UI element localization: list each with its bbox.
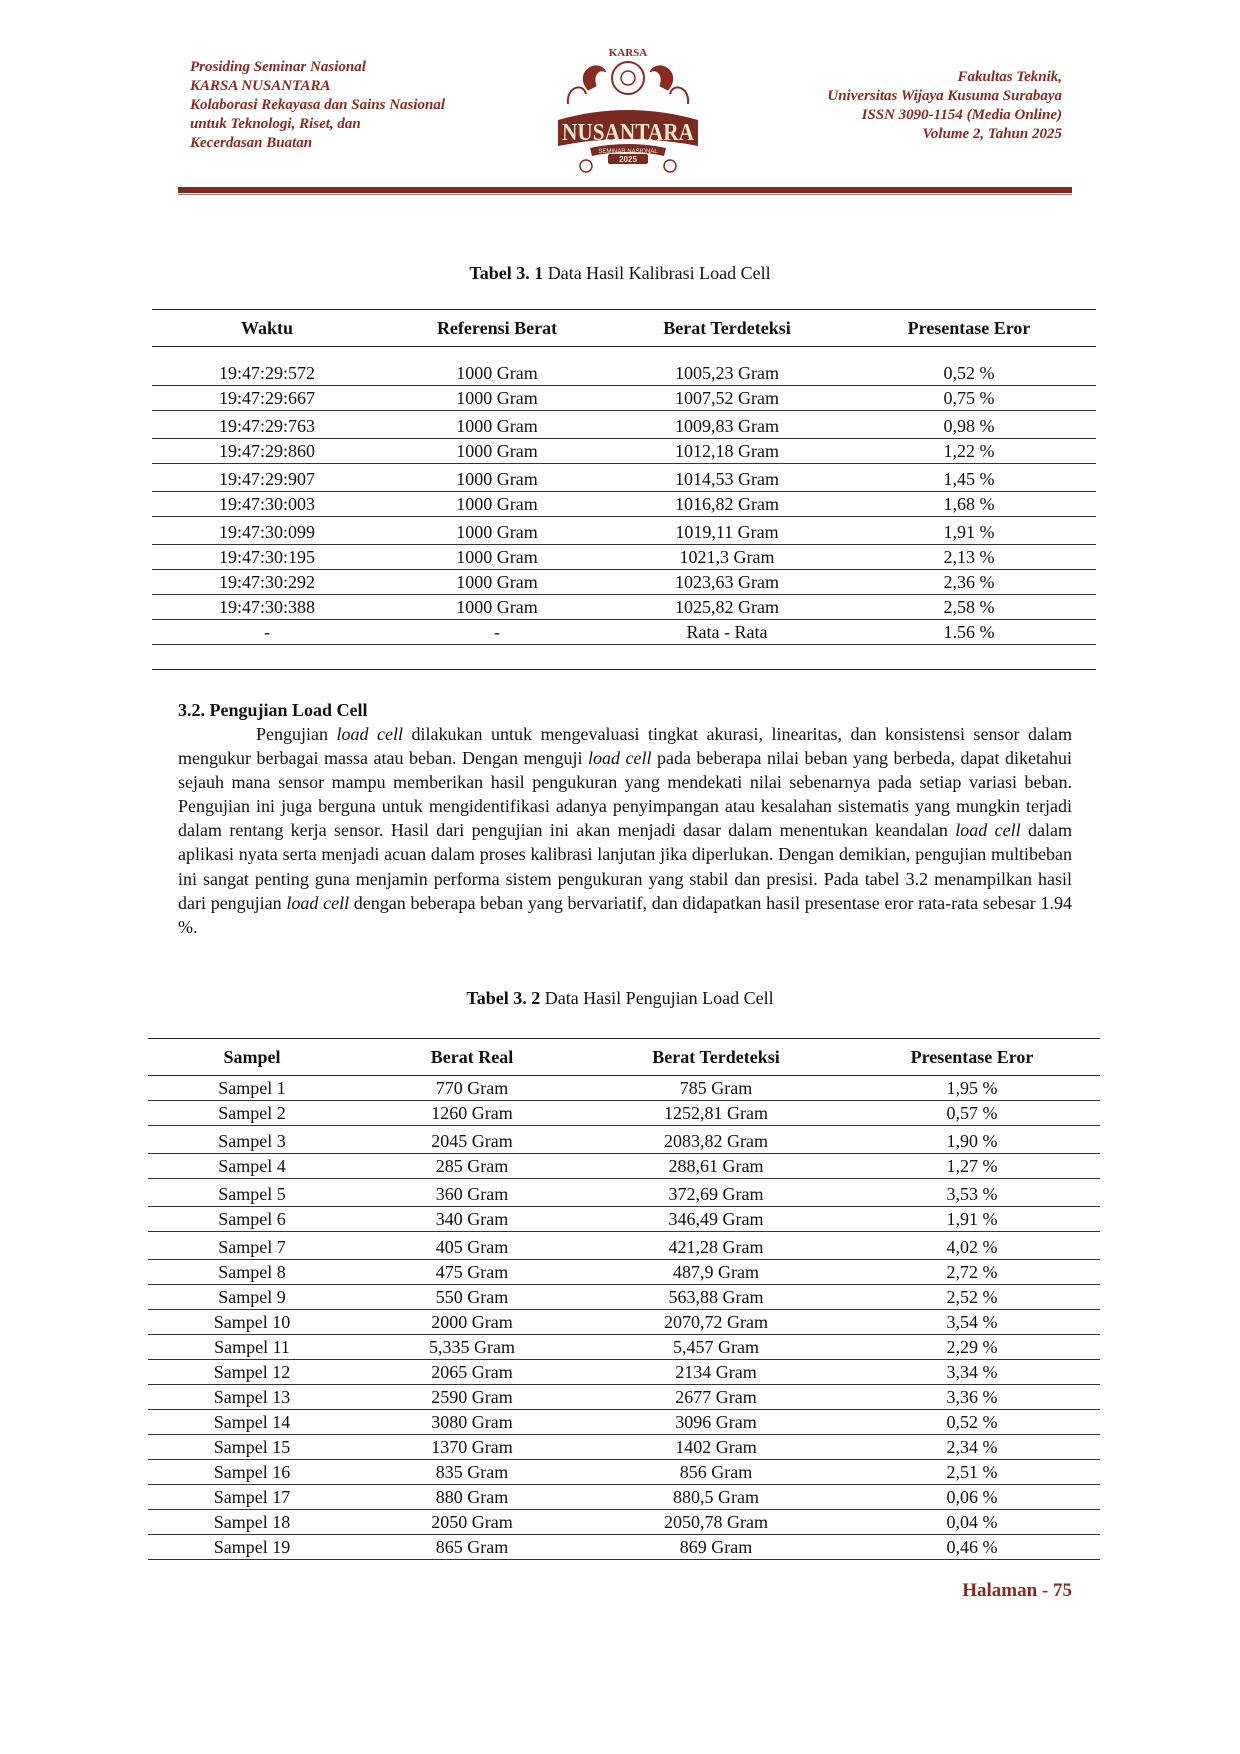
table1-caption [0,263,1240,284]
table-cell: Sampel 4 [148,1154,356,1179]
table-cell: 0,57 % [844,1101,1100,1126]
table-cell: 1402 Gram [588,1435,844,1460]
table-row [148,1485,1100,1510]
table-cell: 563,88 Gram [588,1285,844,1310]
table-cell: 5,335 Gram [356,1335,588,1360]
table-cell: 1009,83 Gram [612,411,842,439]
table-cell: 785 Gram [588,1076,844,1101]
table-cell: 1000 Gram [382,545,612,570]
table-cell: 19:47:30:388 [152,595,382,620]
table-cell: - [382,620,612,645]
table-cell: 2134 Gram [588,1360,844,1385]
table-cell: 1,91 % [844,1207,1100,1232]
paragraph-italic: load cell [955,820,1021,841]
table-row [152,492,1096,517]
table-cell: Sampel 14 [148,1410,356,1435]
table-cell: Sampel 18 [148,1510,356,1535]
table-cell: 880,5 Gram [588,1485,844,1510]
table-cell: 19:47:29:667 [152,386,382,411]
paragraph-text: Pengujian [256,724,337,744]
table-cell: 2,58 % [842,595,1096,620]
table-cell: 1012,18 Gram [612,439,842,464]
table1-header-cell: Waktu [152,310,382,347]
table-cell: 5,457 Gram [588,1335,844,1360]
table-row [148,1460,1100,1485]
table-cell: Sampel 12 [148,1360,356,1385]
header-right-line: Volume 2, Tahun 2025 [922,126,1062,142]
table-row [148,1260,1100,1285]
table-cell: 865 Gram [356,1535,588,1560]
table1-header-cell: Berat Terdeteksi [612,310,842,347]
table-cell: 19:47:29:763 [152,411,382,439]
table-cell: 1000 Gram [382,517,612,545]
table-cell: 3080 Gram [356,1410,588,1435]
table-cell: 2070,72 Gram [588,1310,844,1335]
table-row [152,595,1096,620]
header-left-line: Kolaborasi Rekayasa dan Sains Nasional [190,97,446,113]
table-cell: Sampel 5 [148,1179,356,1207]
table-row-average [152,620,1096,645]
header-right-line: ISSN 3090-1154 (Media Online) [861,107,1062,123]
table-row [148,1126,1100,1154]
table-cell: 1016,82 Gram [612,492,842,517]
table-row [148,1385,1100,1410]
table-cell: 2,72 % [844,1260,1100,1285]
logo-ribbon-text: SEMINAR NASIONAL [598,149,658,155]
table-cell: 475 Gram [356,1260,588,1285]
table-cell: 1,27 % [844,1154,1100,1179]
paragraph-text: dalam aplikasi nyata serta menjadi acuan dalam proses kalibrasi lanjutan jika diperlukan. Dengan demikian, pengujian multibeban ini sangat penting guna menjamin performa sistem pengukuran yang stabil dan presisi. Pada tabel 3.2 menampilkan hasil dari pengujian [178,820,1072,913]
table-row [152,347,1096,386]
table-cell: 19:47:30:003 [152,492,382,517]
table-row [148,1232,1100,1260]
table-cell: 19:47:29:572 [152,347,382,386]
table-cell: 1,91 % [842,517,1096,545]
table-row [148,1360,1100,1385]
table-row [152,464,1096,492]
table-cell: 1,68 % [842,492,1096,517]
table1-header-cell: Presentase Eror [842,310,1096,347]
table-cell: 19:47:30:195 [152,545,382,570]
table-row [148,1154,1100,1179]
table-cell: 19:47:30:292 [152,570,382,595]
table1-header-cell: Referensi Berat [382,310,612,347]
table-cell: Sampel 17 [148,1485,356,1510]
table-row [152,386,1096,411]
table-cell: 1000 Gram [382,492,612,517]
paragraph-text: dilakukan untuk mengevaluasi tingkat akurasi, linearitas, dan konsistensi sensor dalam mengukur berbagai massa atau beban. Dengan menguji [178,724,1073,769]
table-cell: 285 Gram [356,1154,588,1179]
table-cell: - [152,620,382,645]
table-row [148,1207,1100,1232]
table-cell: 869 Gram [588,1535,844,1560]
logo-main-text: NUSANTARA [562,120,695,146]
table-cell: 550 Gram [356,1285,588,1310]
table-cell: 2000 Gram [356,1310,588,1335]
table2-caption-label: Tabel 3. 2 [466,988,541,1008]
table-cell: 4,02 % [844,1232,1100,1260]
table2-header-cell: Presentase Eror [844,1039,1100,1076]
paragraph-text: pada beberapa nilai beban yang berbeda, dapat diketahui sejauh mana sensor mampu memberikan hasil pengukuran yang mendekati nilai sebenarnya pada setiap variasi beban. Pengujian ini juga berguna untuk mengidentifikasi adanya penyimpangan atau kesalahan sistematis yang mungkin terjadi dalam rentang kerja sensor. Hasil dari pengujian ini akan menjadi dasar dalam menentukan keandalan [178,748,1073,841]
table-cell: Sampel 11 [148,1335,356,1360]
paragraph-italic: load cell [588,748,652,769]
table-cell: 2045 Gram [356,1126,588,1154]
table-cell: 1025,82 Gram [612,595,842,620]
table-cell: 880 Gram [356,1485,588,1510]
table-cell: Sampel 10 [148,1310,356,1335]
header-right-line: Universitas Wijaya Kusuma Surabaya [827,88,1062,104]
table-cell: 1,22 % [842,439,1096,464]
table-row [148,1535,1100,1560]
table-cell: 0,46 % [844,1535,1100,1560]
table-cell: 19:47:29:860 [152,439,382,464]
table2-header-cell: Berat Real [356,1039,588,1076]
table-row [152,439,1096,464]
logo-top-text: KARSA [608,47,648,59]
table-cell: Sampel 6 [148,1207,356,1232]
table-cell: 2590 Gram [356,1385,588,1410]
table1-caption-text: Data Hasil Kalibrasi Load Cell [543,263,771,283]
table-cell: 421,28 Gram [588,1232,844,1260]
header-right-line: Fakultas Teknik, [957,69,1062,85]
section-title: 3.2. Pengujian Load Cell [178,700,368,720]
header-divider [178,187,1072,193]
table-cell: Sampel 7 [148,1232,356,1260]
table-cell: Sampel 16 [148,1460,356,1485]
table-cell: 0,04 % [844,1510,1100,1535]
header-left-line: Kecerdasan Buatan [190,135,313,151]
table-cell: 340 Gram [356,1207,588,1232]
table-cell: Rata - Rata [612,620,842,645]
table-cell: 1005,23 Gram [612,347,842,386]
header-left-line: Prosiding Seminar Nasional [190,59,366,75]
table-cell: 1000 Gram [382,386,612,411]
table-row [152,411,1096,439]
table-cell: 1.56 % [842,620,1096,645]
table-row [152,570,1096,595]
table-cell: 1019,11 Gram [612,517,842,545]
header-left-line: untuk Teknologi, Riset, dan [190,116,361,132]
paragraph-italic: load cell [286,892,350,913]
table-cell: 1000 Gram [382,464,612,492]
table-row [148,1076,1100,1101]
page-number: Halaman - 75 [962,1580,1072,1601]
table2-header-cell: Sampel [148,1039,356,1076]
table-row-spacer [152,645,1096,670]
table-cell: Sampel 19 [148,1535,356,1560]
table-cell: Sampel 8 [148,1260,356,1285]
table-row [148,1335,1100,1360]
table-cell: 372,69 Gram [588,1179,844,1207]
table-cell: 0,52 % [844,1410,1100,1435]
table1-header-row [152,310,1096,347]
header-divider-thin [178,194,1072,195]
table-row [148,1285,1100,1310]
table-cell: 1000 Gram [382,347,612,386]
table-cell: 856 Gram [588,1460,844,1485]
table-cell: 1,95 % [844,1076,1100,1101]
table-cell: 2,36 % [842,570,1096,595]
table-cell: 1370 Gram [356,1435,588,1460]
table-row [148,1410,1100,1435]
paragraph-text: dengan beberapa beban yang bervariatif, dan didapatkan hasil presentase eror rata-rata sebesar 1.94 %. [178,892,1072,937]
table-cell: 1,90 % [844,1126,1100,1154]
logo-year-text: 2025 [619,155,637,164]
table1-caption-label: Tabel 3. 1 [469,263,544,283]
karsa-nusantara-logo [548,42,708,177]
table-row [148,1510,1100,1535]
table-cell: 1023,63 Gram [612,570,842,595]
table-cell: 2,29 % [844,1335,1100,1360]
table-cell: 0,52 % [842,347,1096,386]
table-cell: 2083,82 Gram [588,1126,844,1154]
table-cell: 1252,81 Gram [588,1101,844,1126]
table-cell: 288,61 Gram [588,1154,844,1179]
table-row [148,1179,1100,1207]
table-cell: 1014,53 Gram [612,464,842,492]
table-cell: 3,53 % [844,1179,1100,1207]
table-row [148,1435,1100,1460]
table-cell: 0,98 % [842,411,1096,439]
table-cell: 835 Gram [356,1460,588,1485]
header-left-block [190,58,510,153]
table-cell: 2,52 % [844,1285,1100,1310]
table-cell: 3096 Gram [588,1410,844,1435]
table-cell: Sampel 2 [148,1101,356,1126]
table-cell: 346,49 Gram [588,1207,844,1232]
table-cell: Sampel 9 [148,1285,356,1310]
table-cell: 2,51 % [844,1460,1100,1485]
table-cell: 2050 Gram [356,1510,588,1535]
table-cell: Sampel 13 [148,1385,356,1410]
table-cell: 1000 Gram [382,570,612,595]
table-cell: 2,13 % [842,545,1096,570]
table-cell: 2,34 % [844,1435,1100,1460]
table-cell: 3,34 % [844,1360,1100,1385]
table-cell: 360 Gram [356,1179,588,1207]
table-cell: Sampel 3 [148,1126,356,1154]
table-cell: 2050,78 Gram [588,1510,844,1535]
table-cell: 0,75 % [842,386,1096,411]
table-cell: 19:47:30:099 [152,517,382,545]
table-cell: 2677 Gram [588,1385,844,1410]
table-row [152,545,1096,570]
header-left-line: KARSA NUSANTARA [190,78,331,94]
table-cell: 1000 Gram [382,595,612,620]
table-cell: 1000 Gram [382,439,612,464]
table-row [148,1310,1100,1335]
table-cell: 1260 Gram [356,1101,588,1126]
table-cell: 1,45 % [842,464,1096,492]
table-cell: 1007,52 Gram [612,386,842,411]
table-cell: 3,36 % [844,1385,1100,1410]
table-cell: 0,06 % [844,1485,1100,1510]
table-cell: 2065 Gram [356,1360,588,1385]
table-cell: 1021,3 Gram [612,545,842,570]
table-cell: 1000 Gram [382,411,612,439]
table-cell: Sampel 15 [148,1435,356,1460]
header-right-block [732,68,1062,144]
table2-header-row [148,1039,1100,1076]
table-cell: Sampel 1 [148,1076,356,1101]
table2-header-cell: Berat Terdeteksi [588,1039,844,1076]
table-cell: 770 Gram [356,1076,588,1101]
table-row [152,517,1096,545]
table2-testing [148,1038,1100,1560]
table2-caption-text: Data Hasil Pengujian Load Cell [540,988,774,1008]
table-cell: 19:47:29:907 [152,464,382,492]
paragraph-italic: load cell [336,724,404,744]
table2-caption [0,988,1240,1009]
table-cell: 405 Gram [356,1232,588,1260]
table-cell: 3,54 % [844,1310,1100,1335]
section-paragraph [178,722,1072,939]
table-cell: 487,9 Gram [588,1260,844,1285]
table1-calibration [152,309,1096,670]
table-row [148,1101,1100,1126]
